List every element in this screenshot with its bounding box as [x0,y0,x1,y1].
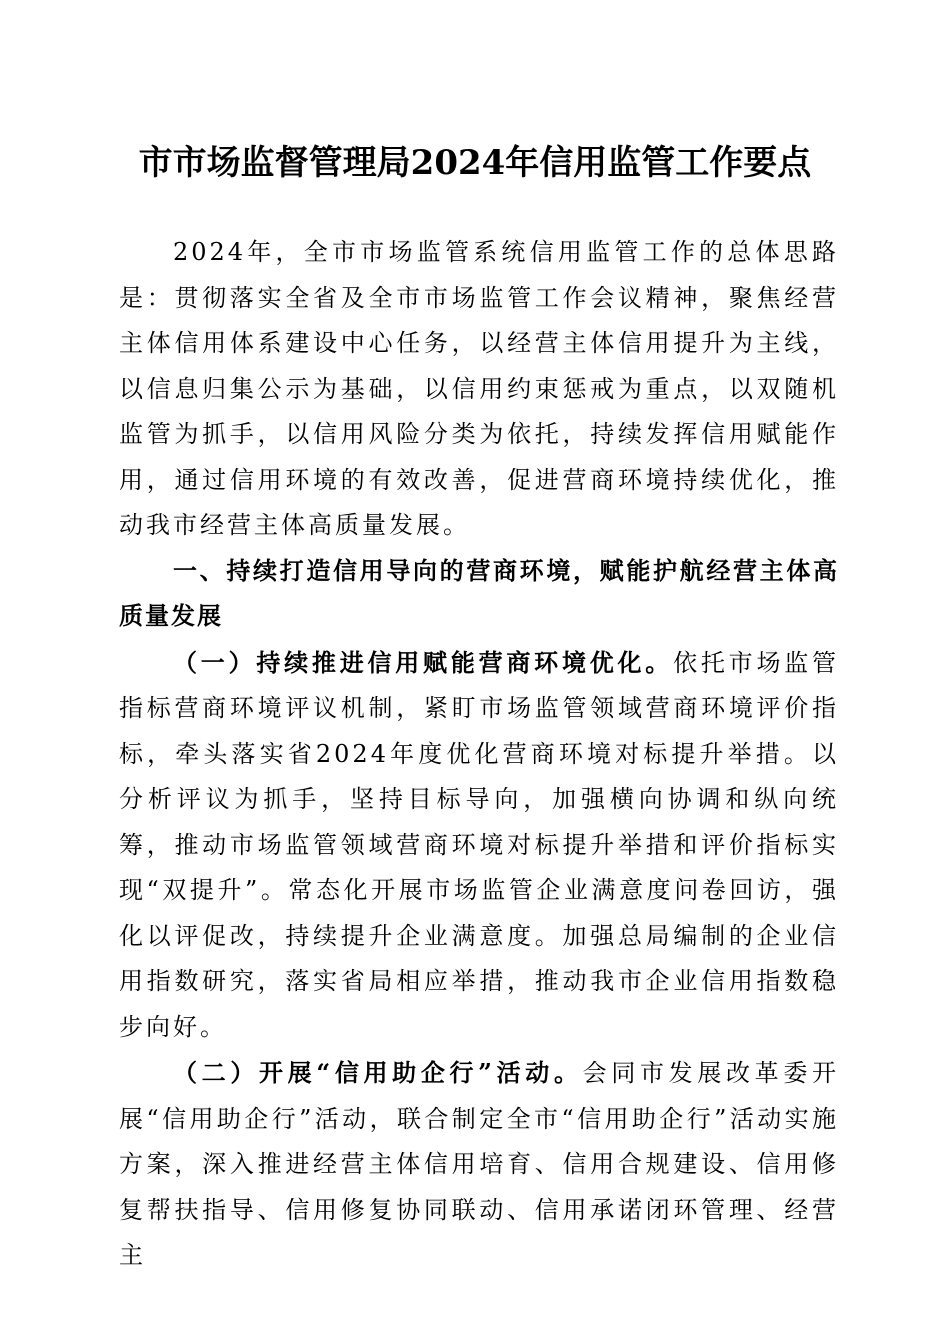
section-heading-1: 一、持续打造信用导向的营商环境，赋能护航经营主体高质量发展 [119,556,839,630]
intro-paragraph: 2024年，全市市场监管系统信用监管工作的总体思路是：贯彻落实全省及全市市场监管工作会议精神，聚焦经营主体信用体系建设中心任务，以经营主体信用提升为主线，以信息归集公示为基础，以信用约束惩戒为重点，以双随机监管为抓手，以信用风险分类为依托，持续发挥信用赋能作用，通过信用环境的有效改善，促进营商环境持续优化，推动我市经营主体高质量发展。 [119,238,839,539]
item-paragraph-2 [119,1050,839,1279]
item-paragraph-1 [119,640,839,1051]
item-text-1: 依托市场监管指标营商环境评议机制，紧盯市场监管领域营商环境评价指标，牵头落实省2024年度优化营商环境对标提升举措。以分析评议为抓手，坚持目标导向，加强横向协调和纵向统筹，推动市场监管领域营商环境对标提升举措和评价指标实现“双提升”。常态化开展市场监管企业满意度问卷回访，强化以评促改，持续提升企业满意度。加强总局编制的企业信用指数研究，落实省局相应举措，推动我市企业信用指数稳步向好。 [119,648,840,1041]
document-body [119,230,839,1279]
item-text-2: 会同市发展改革委开展“信用助企行”活动，联合制定全市“信用助企行”活动实施方案，深入推进经营主体信用培育、信用合规建设、信用修复帮扶指导、信用修复协同联动、信用承诺闭环管理、经营主 [119,1059,840,1269]
item-lead-1: （一）持续推进信用赋能营商环境优化。 [173,647,674,677]
item-lead-2: （二）开展“信用助企行”活动。 [173,1058,583,1087]
document-title: 市市场监督管理局2024年信用监管工作要点 [138,143,812,183]
